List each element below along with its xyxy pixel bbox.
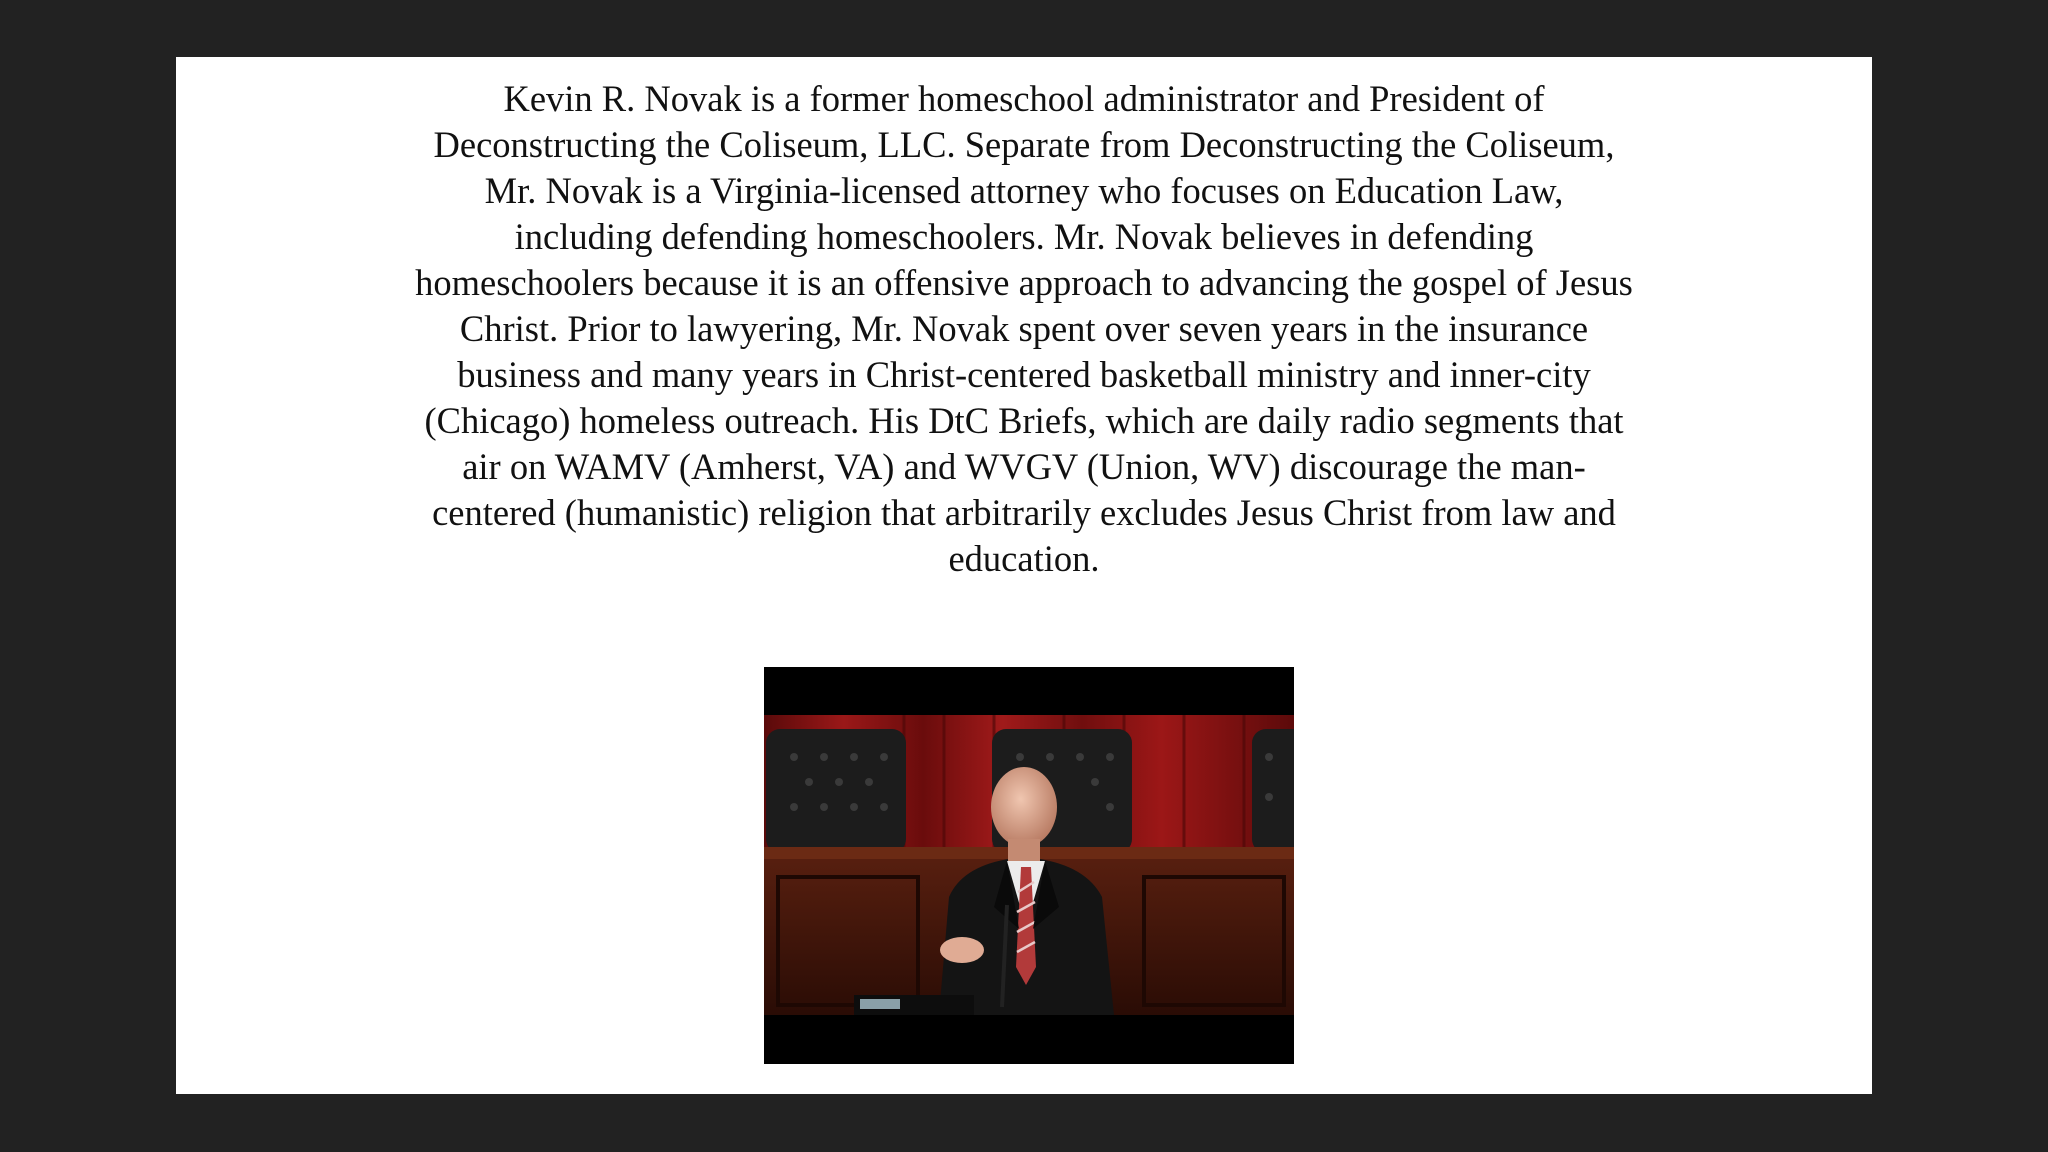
document-page bbox=[176, 57, 1872, 1094]
bio-line: including defending homeschoolers. Mr. Novak believes in defending bbox=[514, 216, 1534, 257]
bio-line: air on WAMV (Amherst, VA) and WVGV (Union, WV) discourage the man- bbox=[462, 446, 1586, 487]
bio-line: (Chicago) homeless outreach. His DtC Briefs, which are daily radio segments that bbox=[424, 400, 1624, 441]
bio-line: education. bbox=[948, 538, 1100, 579]
bio-line: centered (humanistic) religion that arbitrarily excludes Jesus Christ from law and bbox=[432, 492, 1616, 533]
speaker-photo bbox=[764, 667, 1294, 1064]
bio-line: Kevin R. Novak is a former homeschool administrator and President of bbox=[503, 78, 1545, 119]
bio-line: Christ. Prior to lawyering, Mr. Novak spent over seven years in the insurance bbox=[459, 308, 1589, 349]
bio-line: business and many years in Christ-centered basketball ministry and inner-city bbox=[457, 354, 1591, 395]
bio-line: Mr. Novak is a Virginia-licensed attorney who focuses on Education Law, bbox=[484, 170, 1564, 211]
bio-line: homeschoolers because it is an offensive approach to advancing the gospel of Jesus bbox=[415, 262, 1633, 303]
bio-paragraph bbox=[176, 76, 1872, 582]
bio-line: Deconstructing the Coliseum, LLC. Separate from Deconstructing the Coliseum, bbox=[433, 124, 1615, 165]
